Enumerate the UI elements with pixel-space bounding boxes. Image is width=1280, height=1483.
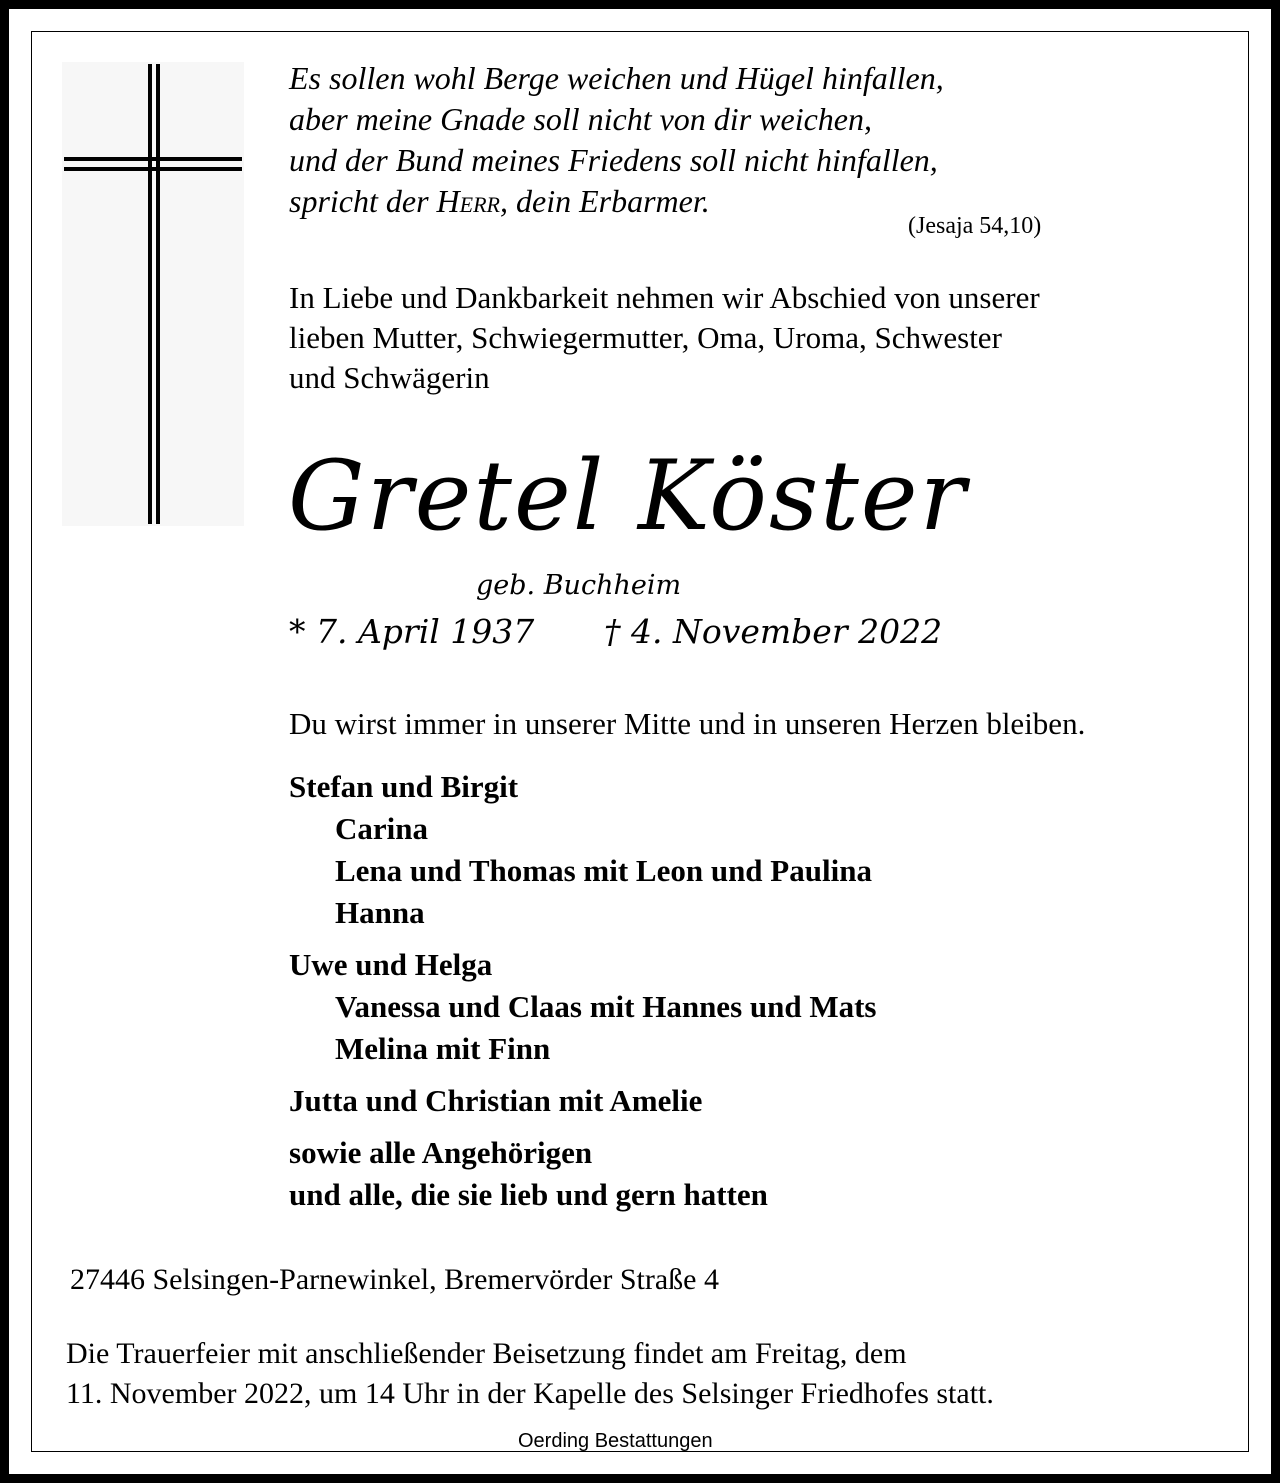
service-line: 11. November 2022, um 14 Uhr in der Kapelle des Selsinger Friedhofes statt. — [66, 1377, 994, 1410]
verse-line: und der Bund meines Friedens soll nicht hinfallen, — [289, 142, 938, 178]
verse-text: spricht der — [289, 183, 437, 219]
family-head: Stefan und Birgit — [289, 769, 519, 804]
verse-line: aber meine Gnade soll nicht von dir weichen, — [289, 101, 872, 137]
address: 27446 Selsingen-Parnewinkel, Bremervörder Straße 4 — [70, 1263, 719, 1296]
family-list — [289, 766, 877, 1216]
verse-line: Es sollen wohl Berge weichen und Hügel hinfallen, — [289, 60, 944, 96]
intro-line: und Schwägerin — [289, 360, 490, 395]
family-member: Lena und Thomas mit Leon und Paulina — [335, 853, 872, 888]
verse-text: , dein Erbarmer. — [499, 183, 710, 219]
memorial-motto: Du wirst immer in unserer Mitte und in unseren Herzen bleiben. — [289, 706, 1086, 741]
verse-line — [289, 181, 944, 222]
family-head: Jutta und Christian mit Amelie — [289, 1083, 703, 1118]
family-member: Carina — [335, 811, 428, 846]
farewell-intro — [289, 278, 1040, 398]
service-info — [66, 1334, 994, 1414]
maiden-name: geb. Buchheim — [476, 570, 682, 601]
intro-line: In Liebe und Dankbarkeit nehmen wir Abschied von unserer — [289, 280, 1040, 315]
cross-panel — [62, 62, 244, 526]
service-line: Die Trauerfeier mit anschließender Beisetzung findet am Freitag, dem — [66, 1337, 907, 1370]
family-closing: sowie alle Angehörigen — [289, 1135, 593, 1170]
verse-reference: (Jesaja 54,10) — [908, 213, 1042, 239]
death-date: † 4. November 2022 — [604, 612, 943, 651]
family-member: Vanessa und Claas mit Hannes und Mats — [335, 989, 877, 1024]
cross-icon — [62, 62, 244, 526]
funeral-home: Oerding Bestattungen — [518, 1430, 713, 1452]
birth-date: * 7. April 1937 — [289, 612, 535, 651]
family-member: Hanna — [335, 895, 425, 930]
family-head: Uwe und Helga — [289, 947, 493, 982]
deceased-name: Gretel Köster — [288, 440, 968, 552]
verse-herr: Herr — [436, 183, 500, 219]
bible-verse — [289, 58, 944, 222]
family-closing: und alle, die sie lieb und gern hatten — [289, 1177, 768, 1212]
intro-line: lieben Mutter, Schwiegermutter, Oma, Uroma, Schwester — [289, 320, 1002, 355]
family-member: Melina mit Finn — [335, 1031, 551, 1066]
